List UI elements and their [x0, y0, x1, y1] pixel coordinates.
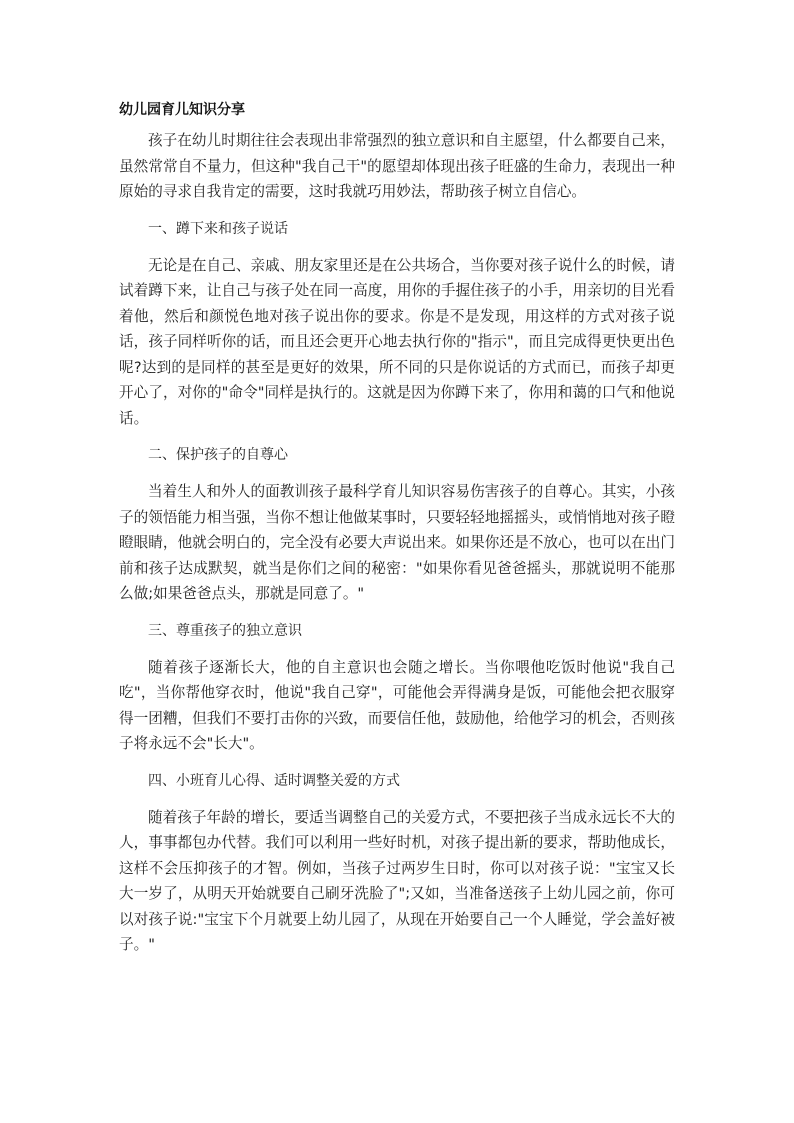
section-4: [119, 770, 675, 958]
section-paragraph: 随着孩子年龄的增长，要适当调整自己的关爱方式，不要把孩子当成永远长不大的人，事事都包办代替。我们可以利用一些好时机，对孩子提出新的要求，帮助他成长，这样不会压抑孩子的才智。例如，当孩子过两岁生日时，你可以对孩子说："宝宝又长大一岁了，从明天开始就要自己刷牙洗脸了";又如，当准备送孩子上幼儿园之前，你可以对孩子说:"宝宝下个月就要上幼儿园了，从现在开始要自己一个人睡觉，学会盖好被子。": [119, 808, 675, 953]
section-2: [119, 444, 675, 607]
section-heading: 二、保护孩子的自尊心: [148, 447, 288, 463]
document-page: [119, 100, 675, 971]
section-heading: 一、蹲下来和孩子说话: [148, 220, 288, 237]
section-heading: 四、小班育儿心得、适时调整关爱的方式: [148, 772, 400, 789]
section-1: [119, 218, 675, 432]
intro-paragraph: 孩子在幼儿时期往往会表现出非常强烈的独立意识和自主愿望，什么都要自己来，虽然常常自不量力，但这种"我自己干"的愿望却体现出孩子旺盛的生命力，表现出一种原始的寻求自我肯定的需要，这时我就巧用妙法，帮助孩子树立自信心。: [119, 132, 675, 200]
section-paragraph: 当着生人和外人的面教训孩子最科学育儿知识容易伤害孩子的自尊心。其实，小孩子的领悟能力相当强，当你不想让他做某事时，只要轻轻地摇摇头，或悄悄地对孩子瞪瞪眼睛，他就会明白的，完全没有必要大声说出来。如果你还是不放心，也可以在出门前和孩子达成默契，就当是你们之间的秘密："如果你看见爸爸摇头，那就说明不能那么做;如果爸爸点头，那就是同意了。": [119, 483, 675, 602]
section-heading: 三、尊重孩子的独立意识: [148, 622, 302, 639]
section-3: [119, 620, 675, 757]
section-paragraph: 随着孩子逐渐长大，他的自主意识也会随之增长。当你喂他吃饭时他说"我自己吃"，当你帮他穿衣时，他说"我自己穿"，可能他会弄得满身是饭，可能他会把衣服穿得一团糟，但我们不要打击你的兴致，而要信任他，鼓励他，给他学习的机会，否则孩子将永远不会"长大"。: [119, 658, 675, 752]
section-paragraph: 无论是在自己、亲戚、朋友家里还是在公共场合，当你要对孩子说什么的时候，请试着蹲下来，让自己与孩子处在同一高度，用你的手握住孩子的小手，用亲切的目光看着他，然后和颜悦色地对孩子说出你的要求。你是不是发现，用这样的方式对孩子说话，孩子同样听你的话，而且还会更开心地去执行你的"指示"，而且完成得更快更出色呢?达到的是同样的甚至是更好的效果，所不同的只是你说话的方式而已，而孩子却更开心了，对你的"命令"同样是执行的。这就是因为你蹲下来了，你用和蔼的口气和他说话。: [119, 256, 675, 427]
document-title: 幼儿园育儿知识分享: [119, 102, 245, 118]
